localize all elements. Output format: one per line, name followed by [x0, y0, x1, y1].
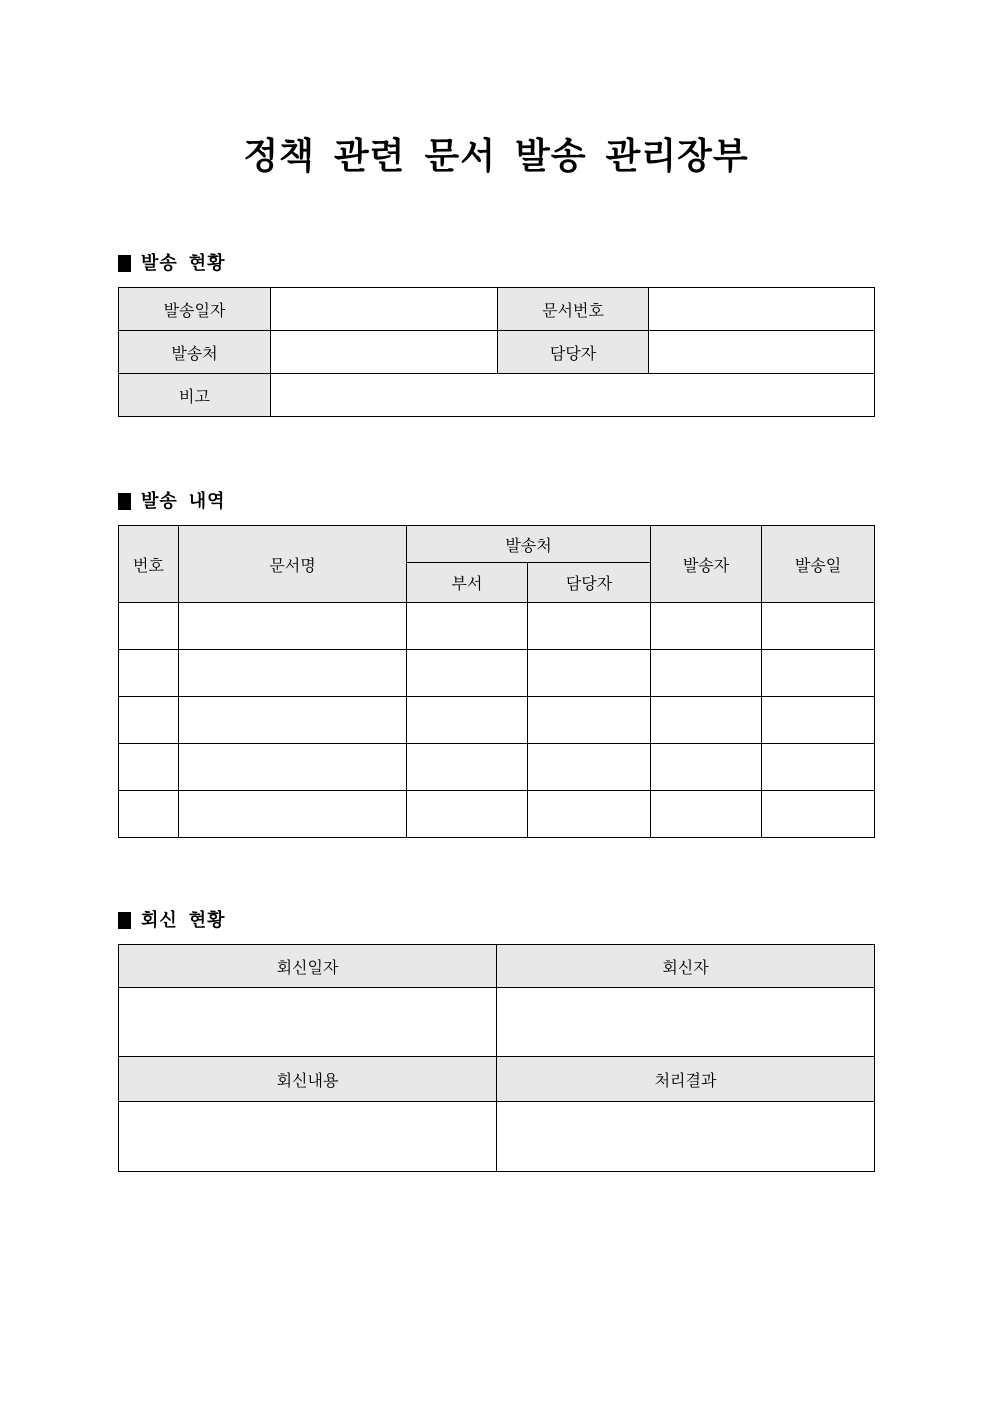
section-dispatch-list: [118, 489, 874, 838]
result-label: 처리결과: [497, 1057, 875, 1102]
entry-cell[interactable]: [528, 791, 651, 838]
entry-cell[interactable]: [651, 791, 762, 838]
section-heading-label: 회신 현황: [141, 910, 226, 930]
doc-no-label: 문서번호: [498, 288, 649, 331]
col-destination-group-header: 발송처: [407, 526, 651, 563]
entry-cell[interactable]: [407, 744, 528, 791]
section-marker-icon: [118, 255, 131, 272]
reply-date-label: 회신일자: [119, 945, 497, 988]
header-row: [119, 1057, 875, 1102]
section-marker-icon: [118, 912, 131, 929]
note-label: 비고: [119, 374, 271, 417]
table-row: [119, 988, 875, 1057]
reply-status-table: [118, 944, 875, 1172]
reply-date-field[interactable]: [119, 988, 497, 1057]
result-field[interactable]: [497, 1102, 875, 1172]
entry-cell[interactable]: [651, 697, 762, 744]
entry-cell[interactable]: [528, 697, 651, 744]
entry-cell[interactable]: [762, 697, 875, 744]
section-dispatch-status: [118, 251, 874, 417]
col-manager-header: 담당자: [528, 563, 651, 603]
col-send-date-header: 발송일: [762, 526, 875, 603]
entry-cell[interactable]: [651, 744, 762, 791]
entry-cell[interactable]: [407, 650, 528, 697]
reply-content-field[interactable]: [119, 1102, 497, 1172]
col-no-header: 번호: [119, 526, 179, 603]
entry-cell[interactable]: [119, 603, 179, 650]
col-sender-header: 발송자: [651, 526, 762, 603]
destination-field[interactable]: [271, 331, 498, 374]
section-heading-dispatch-status: [118, 251, 874, 275]
table-row: [119, 603, 875, 650]
send-date-field[interactable]: [271, 288, 498, 331]
section-heading-label: 발송 현황: [141, 253, 226, 273]
entry-cell[interactable]: [762, 744, 875, 791]
entry-cell[interactable]: [762, 791, 875, 838]
entry-cell[interactable]: [762, 650, 875, 697]
table-row: [119, 697, 875, 744]
entry-cell[interactable]: [179, 650, 407, 697]
header-row: [119, 526, 875, 563]
manager-label: 담당자: [498, 331, 649, 374]
entry-cell[interactable]: [119, 791, 179, 838]
table-row: [119, 650, 875, 697]
table-row: [119, 791, 875, 838]
dispatch-status-table: [118, 287, 875, 417]
entry-cell[interactable]: [407, 697, 528, 744]
entry-cell[interactable]: [179, 603, 407, 650]
entry-cell[interactable]: [528, 650, 651, 697]
col-doc-name-header: 문서명: [179, 526, 407, 603]
entry-cell[interactable]: [179, 744, 407, 791]
table-row: [119, 744, 875, 791]
table-row: [119, 331, 875, 374]
section-marker-icon: [118, 493, 131, 510]
entry-cell[interactable]: [179, 791, 407, 838]
send-date-label: 발송일자: [119, 288, 271, 331]
entry-cell[interactable]: [651, 650, 762, 697]
dispatch-list-table: [118, 525, 875, 838]
replier-label: 회신자: [497, 945, 875, 988]
page-title: 정책 관련 문서 발송 관리장부: [243, 135, 749, 176]
reply-content-label: 회신내용: [119, 1057, 497, 1102]
table-row: [119, 374, 875, 417]
col-department-header: 부서: [407, 563, 528, 603]
destination-label: 발송처: [119, 331, 271, 374]
section-reply-status: [118, 908, 874, 1172]
doc-no-field[interactable]: [649, 288, 875, 331]
section-heading-reply-status: [118, 908, 874, 932]
entry-cell[interactable]: [179, 697, 407, 744]
manager-field[interactable]: [649, 331, 875, 374]
note-field[interactable]: [271, 374, 875, 417]
entry-cell[interactable]: [651, 603, 762, 650]
table-row: [119, 1102, 875, 1172]
header-row: [119, 945, 875, 988]
entry-cell[interactable]: [528, 603, 651, 650]
section-heading-label: 발송 내역: [141, 491, 226, 511]
entry-cell[interactable]: [407, 603, 528, 650]
entry-cell[interactable]: [407, 791, 528, 838]
entry-cell[interactable]: [119, 697, 179, 744]
entry-cell[interactable]: [119, 744, 179, 791]
entry-cell[interactable]: [528, 744, 651, 791]
entry-cell[interactable]: [119, 650, 179, 697]
entry-cell[interactable]: [762, 603, 875, 650]
replier-field[interactable]: [497, 988, 875, 1057]
section-heading-dispatch-list: [118, 489, 874, 513]
table-row: [119, 288, 875, 331]
